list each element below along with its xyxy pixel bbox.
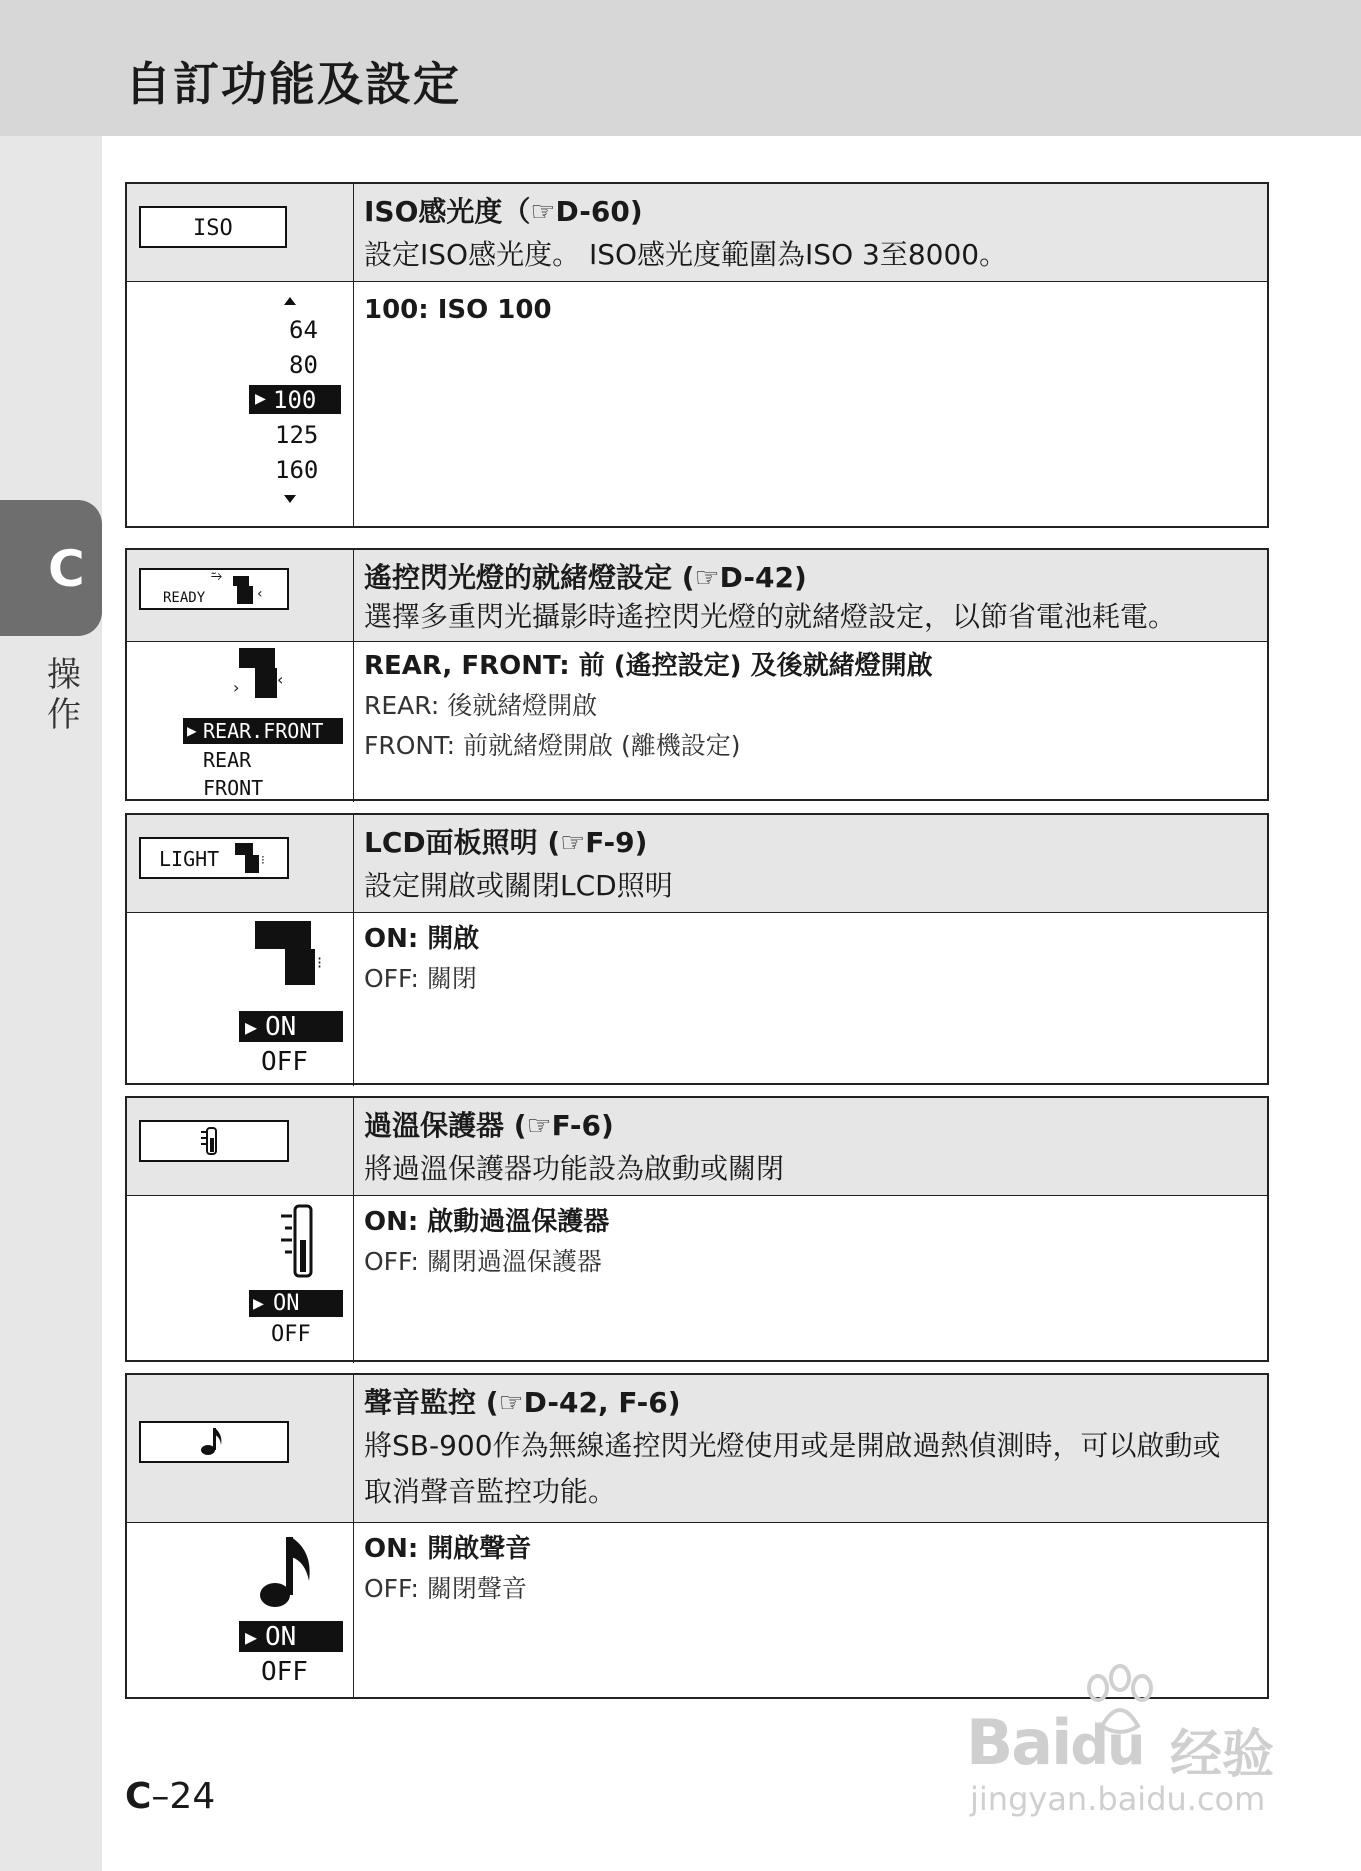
- option-description-bold: ON: 啟動過溫保護器: [364, 1207, 610, 1237]
- thermometer-icon: [199, 1126, 223, 1158]
- section-title: 聲音監控 (☞D-42, F-6): [364, 1386, 681, 1419]
- option-item: OFF: [271, 1322, 311, 1347]
- option-item: 125: [275, 421, 319, 449]
- option-item-selected: ▶ ON: [239, 1621, 343, 1652]
- lcd-option-list: [127, 1523, 354, 1698]
- lcd-thermal-icon: [139, 1120, 289, 1162]
- lcd-option-list: ⁝ ▶ ON OFF: [127, 913, 354, 1086]
- option-description-bold: REAR, FRONT: 前 (遙控設定) 及後就緒燈開啟: [364, 651, 933, 681]
- option-item-selected: ▶ ON: [239, 1011, 343, 1042]
- chapter-label: 操作: [47, 655, 81, 735]
- scroll-down-icon: [283, 494, 297, 504]
- section-title: 遙控閃光燈的就緒燈設定 (☞D-42): [364, 561, 807, 594]
- option-item: 80: [289, 351, 318, 379]
- option-description: REAR: 後就緒燈開啟: [364, 691, 598, 720]
- option-description-bold: ON: 開啟: [364, 924, 480, 954]
- scroll-up-icon: [283, 296, 297, 306]
- option-description: OFF: 關閉過溫保護器: [364, 1247, 602, 1276]
- option-description-bold: 100: ISO 100: [364, 295, 552, 325]
- section-title: ISO感光度（☞D-60): [364, 195, 643, 228]
- option-description: OFF: 關閉: [364, 964, 477, 993]
- section-iso: [125, 182, 1269, 528]
- option-item-selected: ▶ ON: [249, 1290, 343, 1317]
- lcd-icon-cell: [127, 815, 354, 912]
- lcd-icon-cell: [127, 1375, 354, 1522]
- lcd-option-list: [127, 1196, 354, 1363]
- section-description: 設定開啟或關閉LCD照明: [364, 869, 673, 902]
- lcd-sound-icon: [139, 1421, 289, 1463]
- section-lcd-light: [125, 813, 1269, 1085]
- option-item: FRONT: [203, 776, 264, 800]
- lcd-icon-cell: [127, 184, 354, 281]
- option-description-bold: ON: 開啟聲音: [364, 1534, 532, 1564]
- lcd-iso-icon: ISO: [139, 206, 287, 248]
- thermometer-icon: [277, 1204, 317, 1282]
- page-title: 自訂功能及設定: [125, 57, 461, 111]
- music-note-icon: [199, 1425, 225, 1459]
- section-ready-light: [125, 548, 1269, 801]
- section-sound-monitor: [125, 1373, 1269, 1699]
- section-description: 將SB-900作為無線遙控閃光燈使用或是開啟過熱偵測時，可以啟動或取消聲音監控功能。: [364, 1429, 1221, 1508]
- lcd-icon-cell: [127, 550, 354, 641]
- option-item-selected: ▶ 100: [249, 385, 341, 414]
- option-item: OFF: [261, 1657, 308, 1687]
- option-item-selected: ▶ REAR.FRONT: [183, 718, 343, 744]
- section-title: LCD面板照明 (☞F-9): [364, 826, 648, 859]
- lcd-icon-cell: [127, 1098, 354, 1195]
- option-item: REAR: [203, 748, 252, 772]
- option-item: OFF: [261, 1047, 308, 1077]
- lcd-option-list: [127, 282, 354, 527]
- lcd-option-list: › ‹ ▶ REAR.FRONT REAR FRONT: [127, 642, 354, 802]
- option-item: 64: [289, 316, 318, 344]
- music-note-icon: [255, 1533, 319, 1613]
- left-margin-strip: [0, 136, 102, 1871]
- section-description: 將過溫保護器功能設為啟動或關閉: [364, 1152, 785, 1185]
- lcd-light-icon: LIGHT ⁝: [139, 837, 289, 879]
- section-description: 選擇多重閃光攝影時遙控閃光燈的就緒燈設定，以節省電池耗電。: [364, 600, 1177, 633]
- lcd-ready-icon: READY ⥲ ‹: [139, 568, 289, 610]
- section-description: 設定ISO感光度。 ISO感光度範圍為ISO 3至8000。: [364, 238, 1008, 271]
- chapter-letter: C: [48, 540, 85, 598]
- option-description: FRONT: 前就緒燈開啟 (離機設定): [364, 731, 741, 760]
- section-title: 過溫保護器 (☞F-6): [364, 1109, 614, 1142]
- option-item: 160: [275, 456, 319, 484]
- section-thermal-cutout: [125, 1096, 1269, 1362]
- page-number: C–24: [125, 1776, 216, 1817]
- option-description: OFF: 關閉聲音: [364, 1574, 527, 1603]
